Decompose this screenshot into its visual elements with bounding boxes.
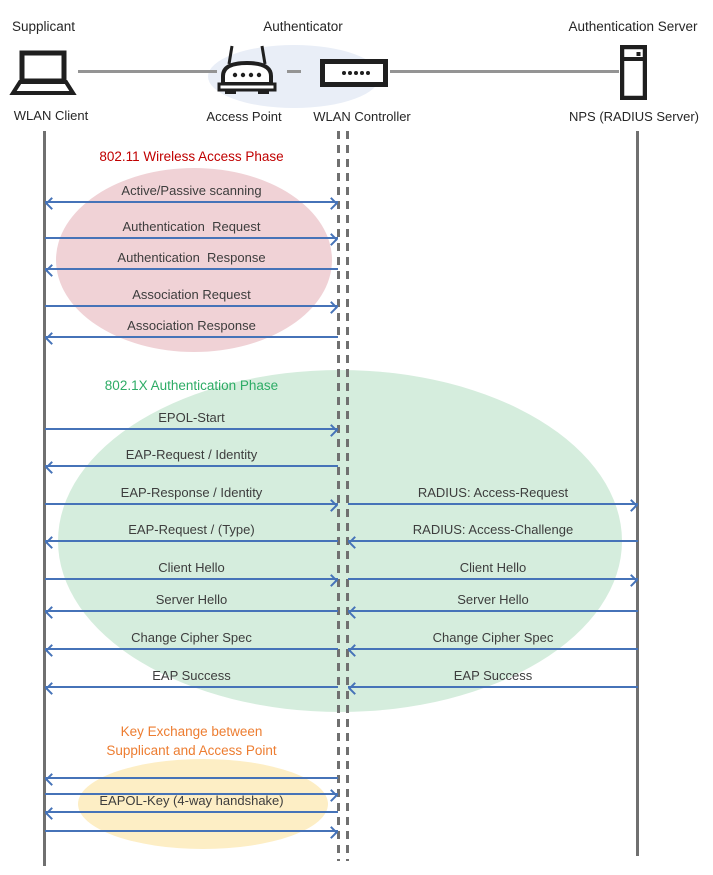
message-arrow [45, 686, 338, 688]
msg-eapol-key-handshake [45, 792, 338, 813]
msg-radius-access-request [348, 484, 638, 505]
msg-eap-success-left [45, 667, 338, 688]
message-label: Client Hello [459, 560, 527, 575]
message-label: RADIUS: Access-Challenge [412, 522, 574, 537]
msg-active-passive-scanning [45, 182, 338, 203]
msg-eap-request-type [45, 521, 338, 542]
message-arrow [45, 503, 338, 505]
message-label: EAP-Request / (Type) [128, 522, 255, 537]
message-label: EAP-Response / Identity [120, 485, 263, 500]
msg-epol-start [45, 409, 338, 430]
message-label: EPOL-Start [158, 410, 225, 425]
message-label: EAP Success [453, 668, 533, 683]
phase-title-8021x: 802.1X Authentication Phase [104, 378, 279, 393]
phase-title-key-exchange [45, 722, 338, 760]
message-arrow [348, 610, 638, 612]
msg-authentication-response [45, 249, 338, 270]
device-nps-radius-server: NPS (RADIUS Server) [568, 109, 700, 124]
message-arrow [348, 578, 638, 580]
message-label: EAPOL-Key (4-way handshake) [99, 793, 284, 808]
message-label [45, 811, 338, 828]
message-arrow [348, 540, 638, 542]
message-arrow [45, 336, 338, 338]
msg-eap-success-right [348, 667, 638, 688]
message-label: Server Hello [155, 592, 228, 607]
message-label: Authentication Response [117, 250, 266, 265]
message-label: Server Hello [457, 592, 529, 607]
phase-title-key-exchange-line2: Supplicant and Access Point [106, 743, 277, 758]
message-label [45, 758, 338, 775]
server-icon [620, 45, 647, 100]
message-label: Change Cipher Spec [432, 630, 554, 645]
message-label: Association Response [127, 318, 256, 333]
phase-title-80211: 802.11 Wireless Access Phase [99, 149, 284, 164]
msg-authentication-request [45, 218, 338, 239]
message-arrow [45, 201, 338, 203]
device-access-point: Access Point [206, 109, 282, 124]
message-arrow [45, 540, 338, 542]
message-arrow [45, 465, 338, 467]
message-label [45, 774, 338, 791]
device-wlan-client: WLAN Client [13, 108, 89, 123]
message-arrow [348, 686, 638, 688]
msg-eap-response-identity [45, 484, 338, 505]
msg-eap-request-identity [45, 446, 338, 467]
message-arrow [348, 503, 638, 505]
device-wlan-controller: WLAN Controller [313, 109, 411, 124]
link-controller-to-server [390, 70, 619, 73]
message-label: Association Request [132, 287, 251, 302]
phase-title-key-exchange-line1: Key Exchange between [120, 724, 263, 739]
message-arrow [45, 237, 338, 239]
message-label: Change Cipher Spec [131, 630, 252, 645]
msg-change-cipher-spec-left [45, 629, 338, 650]
role-authenticator: Authenticator [263, 19, 343, 34]
msg-association-response [45, 317, 338, 338]
message-label: Client Hello [158, 560, 225, 575]
message-arrow [45, 578, 338, 580]
message-arrow [348, 648, 638, 650]
link-ap-to-controller [287, 70, 301, 73]
message-label: Authentication Request [122, 219, 261, 234]
msg-radius-access-challenge [348, 521, 638, 542]
message-arrow [45, 305, 338, 307]
msg-association-request [45, 286, 338, 307]
message-label: Active/Passive scanning [121, 183, 262, 198]
role-supplicant: Supplicant [12, 19, 76, 34]
role-authentication-server: Authentication Server [568, 19, 698, 34]
message-arrow [45, 648, 338, 650]
message-label: EAP-Request / Identity [125, 447, 258, 462]
msg-change-cipher-spec-right [348, 629, 638, 650]
msg-eapol-key-arrow-4 [45, 811, 338, 832]
msg-client-hello-right [348, 559, 638, 580]
msg-client-hello-left [45, 559, 338, 580]
message-arrow [45, 830, 338, 832]
access-point-icon [216, 45, 278, 95]
wlan-controller-icon [320, 59, 388, 87]
link-client-to-ap [78, 70, 217, 73]
message-arrow [45, 428, 338, 430]
msg-server-hello-left [45, 591, 338, 612]
msg-server-hello-right [348, 591, 638, 612]
laptop-icon [8, 50, 78, 96]
message-label: RADIUS: Access-Request [417, 485, 569, 500]
message-arrow [45, 268, 338, 270]
message-arrow [45, 610, 338, 612]
message-label: EAP Success [152, 668, 231, 683]
